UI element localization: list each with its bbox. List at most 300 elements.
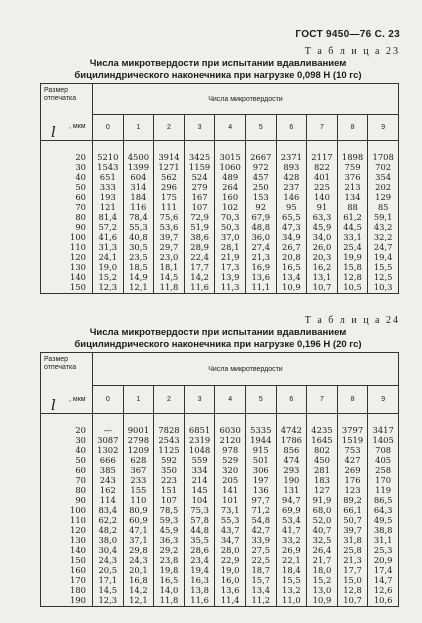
size-cell: 130 <box>41 262 93 272</box>
value-cell: 213 <box>337 182 368 192</box>
size-cell: 140 <box>41 272 93 282</box>
value-cell: 59,3 <box>154 515 185 525</box>
value-cell: 279 <box>184 182 215 192</box>
value-cell: 72,9 <box>184 212 215 222</box>
value-cell: 21,3 <box>245 252 276 262</box>
table-row <box>41 202 399 212</box>
value-cell: 22,5 <box>245 555 276 565</box>
value-cell: 38,0 <box>93 535 124 545</box>
size-cell: 80 <box>41 212 93 222</box>
value-cell: 12,8 <box>337 272 368 282</box>
value-cell: 1645 <box>307 435 338 445</box>
value-cell: 281 <box>307 465 338 475</box>
value-cell: 2120 <box>215 435 246 445</box>
table-title-line: бицилиндрического наконечника при нагрузке 0,098 Н (10 гс) <box>74 69 362 81</box>
value-cell: 258 <box>368 465 399 475</box>
value-cell: 23,0 <box>154 252 185 262</box>
size-cell: 40 <box>41 172 93 182</box>
column-header: 6 <box>276 386 307 414</box>
value-cell: 401 <box>307 172 338 182</box>
value-cell: 107 <box>154 495 185 505</box>
value-cell: 14,0 <box>154 585 185 595</box>
value-cell: 176 <box>337 475 368 485</box>
value-cell: 314 <box>123 182 154 192</box>
column-header: 1 <box>123 115 154 141</box>
value-cell: 34,0 <box>307 232 338 242</box>
value-cell: 92 <box>245 202 276 212</box>
value-cell: 43,7 <box>215 525 246 535</box>
table-row <box>41 455 399 465</box>
value-cell: 13,4 <box>245 585 276 595</box>
value-cell: 1708 <box>368 152 399 162</box>
size-unit: , мкм <box>69 123 86 130</box>
value-cell: 1048 <box>184 445 215 455</box>
value-cell: 3417 <box>368 425 399 435</box>
table-row <box>41 465 399 475</box>
table-row <box>41 192 399 202</box>
value-cell: 60,9 <box>123 515 154 525</box>
value-cell: 9001 <box>123 425 154 435</box>
value-cell: 91 <box>307 202 338 212</box>
values-header: Числа микротвердости <box>93 84 399 115</box>
value-cell: 134 <box>337 192 368 202</box>
value-cell: 153 <box>245 192 276 202</box>
table-row <box>41 525 399 535</box>
value-cell: 81,4 <box>93 212 124 222</box>
value-cell: 6851 <box>184 425 215 435</box>
value-cell: 18,7 <box>245 565 276 575</box>
value-cell: 1786 <box>276 435 307 445</box>
value-cell: 22,1 <box>276 555 307 565</box>
value-cell: 10,3 <box>368 282 399 294</box>
size-cell: 100 <box>41 505 93 515</box>
value-cell: 10,7 <box>337 595 368 607</box>
value-cell: 11,0 <box>276 595 307 607</box>
value-cell: 26,7 <box>276 242 307 252</box>
value-cell: 170 <box>368 475 399 485</box>
length-symbol: l <box>51 123 56 141</box>
value-cell: 450 <box>307 455 338 465</box>
value-cell: 50,7 <box>337 515 368 525</box>
table-title <box>40 58 396 81</box>
size-cell: 50 <box>41 455 93 465</box>
table-row <box>41 575 399 585</box>
value-cell: 30,4 <box>93 545 124 555</box>
value-cell: 42,7 <box>245 525 276 535</box>
value-cell: 11,2 <box>245 595 276 607</box>
column-header: 2 <box>154 115 185 141</box>
value-cell: 17,1 <box>93 575 124 585</box>
value-cell: 978 <box>215 445 246 455</box>
value-cell: 856 <box>276 445 307 455</box>
value-cell: 20,1 <box>123 565 154 575</box>
value-cell: 19,4 <box>368 252 399 262</box>
value-cell: 13,6 <box>215 585 246 595</box>
column-header: 3 <box>184 115 215 141</box>
column-header: 4 <box>215 386 246 414</box>
column-header: 0 <box>93 386 124 414</box>
value-cell: 107 <box>184 202 215 212</box>
table-row <box>41 272 399 282</box>
size-cell: 120 <box>41 252 93 262</box>
value-cell: 26,9 <box>276 545 307 555</box>
value-cell: 802 <box>307 445 338 455</box>
value-cell: 1944 <box>245 435 276 445</box>
table-row <box>41 485 399 495</box>
value-cell: 47,1 <box>123 525 154 535</box>
value-cell: 37,1 <box>123 535 154 545</box>
value-cell: 293 <box>276 465 307 475</box>
value-cell: 10,5 <box>337 282 368 294</box>
microhardness-table <box>40 83 399 294</box>
value-cell: 529 <box>215 455 246 465</box>
value-cell: 20,8 <box>276 252 307 262</box>
value-cell: 39,7 <box>154 232 185 242</box>
size-column-header <box>41 353 93 414</box>
value-cell: 15,7 <box>245 575 276 585</box>
table-row <box>41 242 399 252</box>
value-cell: 21,3 <box>337 555 368 565</box>
size-cell: 20 <box>41 425 93 435</box>
value-cell: 151 <box>154 485 185 495</box>
value-cell: 129 <box>368 192 399 202</box>
value-cell: 62,2 <box>93 515 124 525</box>
table-row <box>41 435 399 445</box>
value-cell: 666 <box>93 455 124 465</box>
microhardness-table <box>40 352 399 607</box>
value-cell: 4742 <box>276 425 307 435</box>
value-cell: 83,4 <box>93 505 124 515</box>
value-cell: 86,5 <box>368 495 399 505</box>
size-unit: , мкм <box>69 396 86 403</box>
value-cell: 13,0 <box>307 585 338 595</box>
size-cell: 170 <box>41 575 93 585</box>
column-header: 4 <box>215 115 246 141</box>
value-cell: 1159 <box>184 162 215 172</box>
value-cell: 25,4 <box>337 242 368 252</box>
column-header: 5 <box>245 386 276 414</box>
table-row <box>41 445 399 455</box>
value-cell: 16,9 <box>245 262 276 272</box>
value-cell: 11,3 <box>215 282 246 294</box>
value-cell: 1898 <box>337 152 368 162</box>
value-cell: 59,1 <box>368 212 399 222</box>
value-cell: 114 <box>93 495 124 505</box>
value-cell: 27,5 <box>245 545 276 555</box>
value-cell: 1209 <box>123 445 154 455</box>
value-cell: 14,5 <box>154 272 185 282</box>
value-cell: 41,7 <box>276 525 307 535</box>
value-cell: 197 <box>245 475 276 485</box>
value-cell: 702 <box>368 162 399 172</box>
value-cell: 651 <box>93 172 124 182</box>
value-cell: 183 <box>307 475 338 485</box>
column-header: 9 <box>368 386 399 414</box>
size-cell: 70 <box>41 202 93 212</box>
value-cell: 80,9 <box>123 505 154 515</box>
value-cell: 68,0 <box>307 505 338 515</box>
size-header-text: Размер отпечатка <box>44 356 77 371</box>
value-cell: 31,8 <box>337 535 368 545</box>
value-cell: 524 <box>184 172 215 182</box>
value-cell: 64,3 <box>368 505 399 515</box>
value-cell: 13,1 <box>307 272 338 282</box>
value-cell: 32,5 <box>307 535 338 545</box>
value-cell: 47,3 <box>276 222 307 232</box>
value-cell: 75,6 <box>154 212 185 222</box>
value-cell: 43,2 <box>368 222 399 232</box>
value-cell: 11,8 <box>154 282 185 294</box>
table-row <box>41 172 399 182</box>
table-title-line: Числа микротвердости при испытании вдавливанием <box>89 327 347 338</box>
table-row <box>41 505 399 515</box>
value-cell: 66,1 <box>337 505 368 515</box>
column-header: 6 <box>276 115 307 141</box>
value-cell: 405 <box>368 455 399 465</box>
size-cell: 150 <box>41 282 93 294</box>
value-cell: 15,8 <box>337 262 368 272</box>
value-cell: 160 <box>215 192 246 202</box>
value-cell: 350 <box>154 465 185 475</box>
value-cell: 11,6 <box>184 595 215 607</box>
value-cell: 22,9 <box>215 555 246 565</box>
value-cell: 30,5 <box>123 242 154 252</box>
value-cell: 71,2 <box>245 505 276 515</box>
size-cell: 70 <box>41 475 93 485</box>
value-cell: 145 <box>184 485 215 495</box>
value-cell: 18,1 <box>154 262 185 272</box>
value-cell: 2371 <box>276 152 307 162</box>
value-cell: 20,9 <box>368 555 399 565</box>
value-cell: 55,3 <box>215 515 246 525</box>
size-cell: 180 <box>41 585 93 595</box>
value-cell: 50,3 <box>215 222 246 232</box>
value-cell: 18,0 <box>307 565 338 575</box>
size-cell: 130 <box>41 535 93 545</box>
column-header: 7 <box>307 386 338 414</box>
value-cell: 51,9 <box>184 222 215 232</box>
value-cell: 78,5 <box>154 505 185 515</box>
size-cell: 20 <box>41 152 93 162</box>
value-cell: 205 <box>215 475 246 485</box>
value-cell: 12,3 <box>93 282 124 294</box>
value-cell: 29,7 <box>154 242 185 252</box>
value-cell: 40,8 <box>123 232 154 242</box>
value-cell: 17,7 <box>184 262 215 272</box>
value-cell: 233 <box>123 475 154 485</box>
value-cell: 296 <box>154 182 185 192</box>
value-cell: 12,8 <box>337 585 368 595</box>
value-cell: 91,9 <box>307 495 338 505</box>
value-cell: 85 <box>368 202 399 212</box>
value-cell: 1543 <box>93 162 124 172</box>
value-cell: 306 <box>245 465 276 475</box>
value-cell: 14,2 <box>184 272 215 282</box>
value-cell: 354 <box>368 172 399 182</box>
table-row <box>41 565 399 575</box>
value-cell: 167 <box>184 192 215 202</box>
column-header: 8 <box>337 386 368 414</box>
value-cell: 97,7 <box>245 495 276 505</box>
table-row <box>41 425 399 435</box>
value-cell: 972 <box>245 162 276 172</box>
value-cell: 19,4 <box>184 565 215 575</box>
value-cell: 45,9 <box>154 525 185 535</box>
table-row <box>41 232 399 242</box>
size-cell: 140 <box>41 545 93 555</box>
value-cell: 562 <box>154 172 185 182</box>
value-cell: 20,3 <box>307 252 338 262</box>
value-cell: 23,5 <box>123 252 154 262</box>
value-cell: 428 <box>276 172 307 182</box>
value-cell: 1125 <box>154 445 185 455</box>
value-cell: 367 <box>123 465 154 475</box>
value-cell: 40,7 <box>307 525 338 535</box>
value-cell: 11,4 <box>215 595 246 607</box>
value-cell: 94,7 <box>276 495 307 505</box>
value-cell: 592 <box>154 455 185 465</box>
value-cell: 3015 <box>215 152 246 162</box>
table-row <box>41 262 399 272</box>
value-cell: 10,6 <box>368 595 399 607</box>
value-cell: 14,5 <box>93 585 124 595</box>
value-cell: 15,0 <box>337 575 368 585</box>
value-cell: 12,5 <box>368 272 399 282</box>
value-cell: 202 <box>368 182 399 192</box>
value-cell: 16,5 <box>154 575 185 585</box>
size-cell: 30 <box>41 162 93 172</box>
table-row <box>41 515 399 525</box>
value-cell: 19,0 <box>215 565 246 575</box>
table-row <box>41 212 399 222</box>
value-cell: 237 <box>276 182 307 192</box>
value-cell: 15,5 <box>368 262 399 272</box>
value-cell: 24,3 <box>93 555 124 565</box>
value-cell: 17,7 <box>337 565 368 575</box>
value-cell: 14,7 <box>368 575 399 585</box>
value-cell: 334 <box>184 465 215 475</box>
value-cell: 53,6 <box>154 222 185 232</box>
size-cell: 40 <box>41 445 93 455</box>
value-cell: 13,6 <box>245 272 276 282</box>
value-cell: 29,8 <box>123 545 154 555</box>
value-cell: 127 <box>307 485 338 495</box>
table-row <box>41 495 399 505</box>
value-cell: 65,5 <box>276 212 307 222</box>
value-cell: 3425 <box>184 152 215 162</box>
value-cell: 28,9 <box>184 242 215 252</box>
value-cell: 19,9 <box>337 252 368 262</box>
value-cell: 21,9 <box>215 252 246 262</box>
table-title-line: бицилиндрического наконечника при нагрузке 0,196 Н (20 гс) <box>74 338 362 350</box>
table-row <box>41 535 399 545</box>
value-cell: 18,4 <box>276 565 307 575</box>
value-cell: 4235 <box>307 425 338 435</box>
size-cell: 80 <box>41 485 93 495</box>
value-cell: 27,4 <box>245 242 276 252</box>
column-header: 7 <box>307 115 338 141</box>
value-cell: 16,5 <box>276 262 307 272</box>
value-cell: 24,7 <box>368 242 399 252</box>
size-column-header <box>41 84 93 141</box>
value-cell: 54,8 <box>245 515 276 525</box>
value-cell: 3087 <box>93 435 124 445</box>
value-cell: 5210 <box>93 152 124 162</box>
value-cell: 36,0 <box>245 232 276 242</box>
value-cell: 123 <box>337 485 368 495</box>
size-cell: 100 <box>41 232 93 242</box>
value-cell: 73,1 <box>215 505 246 515</box>
column-header: 5 <box>245 115 276 141</box>
value-cell: 18,5 <box>123 262 154 272</box>
column-header: 8 <box>337 115 368 141</box>
value-cell: 559 <box>184 455 215 465</box>
value-cell: 13,2 <box>276 585 307 595</box>
value-cell: 243 <box>93 475 124 485</box>
value-cell: 628 <box>123 455 154 465</box>
value-cell: 28,1 <box>215 242 246 252</box>
value-cell: 162 <box>93 485 124 495</box>
value-cell: 175 <box>154 192 185 202</box>
column-header: 2 <box>154 386 185 414</box>
size-cell: 90 <box>41 495 93 505</box>
value-cell: 1405 <box>368 435 399 445</box>
value-cell: 2319 <box>184 435 215 445</box>
value-cell: 45,9 <box>307 222 338 232</box>
value-cell: 36,3 <box>154 535 185 545</box>
table-row <box>41 182 399 192</box>
value-cell: 55,3 <box>123 222 154 232</box>
value-cell: 1302 <box>93 445 124 455</box>
value-cell: 759 <box>337 162 368 172</box>
value-cell: 1060 <box>215 162 246 172</box>
value-cell: 1271 <box>154 162 185 172</box>
value-cell: 44,8 <box>184 525 215 535</box>
value-cell: 1519 <box>337 435 368 445</box>
value-cell: 604 <box>123 172 154 182</box>
value-cell: 5335 <box>245 425 276 435</box>
value-cell: 893 <box>276 162 307 172</box>
value-cell: 12,1 <box>123 595 154 607</box>
value-cell: 6030 <box>215 425 246 435</box>
value-cell: 214 <box>184 475 215 485</box>
value-cell: 333 <box>93 182 124 192</box>
value-cell: 264 <box>215 182 246 192</box>
value-cell: 23,4 <box>184 555 215 565</box>
value-cell: 136 <box>245 485 276 495</box>
value-cell: 41,6 <box>93 232 124 242</box>
value-cell: 10,9 <box>307 595 338 607</box>
value-cell: 75,3 <box>184 505 215 515</box>
value-cell: 376 <box>337 172 368 182</box>
value-cell: 223 <box>154 475 185 485</box>
value-cell: 119 <box>368 485 399 495</box>
value-cell: 29,2 <box>154 545 185 555</box>
value-cell: 70,3 <box>215 212 246 222</box>
value-cell: 95 <box>276 202 307 212</box>
value-cell: 21,7 <box>307 555 338 565</box>
value-cell: 44,5 <box>337 222 368 232</box>
table-title <box>40 327 396 350</box>
value-cell: 225 <box>307 182 338 192</box>
value-cell: 15,2 <box>93 272 124 282</box>
table-title-line: Числа микротвердости при испытании вдавливанием <box>89 58 347 69</box>
value-cell: 427 <box>337 455 368 465</box>
value-cell: 131 <box>276 485 307 495</box>
value-cell: 101 <box>215 495 246 505</box>
value-cell: 78,4 <box>123 212 154 222</box>
table-row <box>41 152 399 162</box>
